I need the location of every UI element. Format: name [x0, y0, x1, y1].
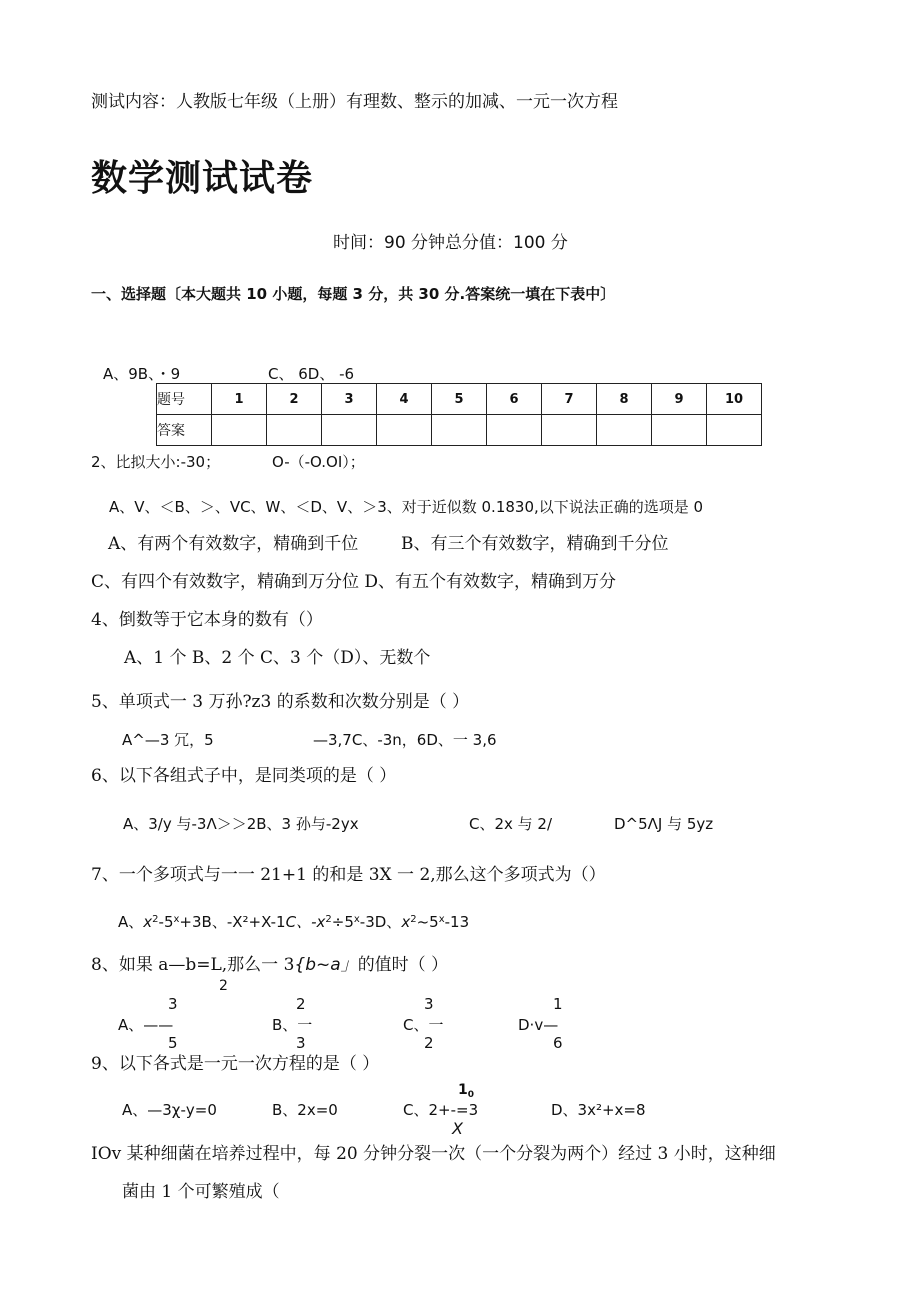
- table-row-number: [157, 384, 762, 415]
- answer-cell[interactable]: [707, 415, 762, 446]
- table-cell-number: 2: [267, 384, 322, 415]
- answer-cell[interactable]: [212, 415, 267, 446]
- q8-a-denominator: 5: [168, 1034, 178, 1052]
- q8-option-a: A、——: [118, 1016, 174, 1034]
- answer-cell[interactable]: [322, 415, 377, 446]
- q8-option-b: B、一: [272, 1016, 313, 1034]
- q4-options: A、1 个 B、2 个 C、3 个（D）、无数个: [124, 648, 431, 668]
- q8-c-denominator: 2: [424, 1034, 434, 1052]
- table-cell-number: 8: [597, 384, 652, 415]
- table-row-answer: [157, 415, 762, 446]
- time-score-info: 时间：90 分钟总分值：100 分: [333, 233, 568, 253]
- q3-option-b: B、有三个有效数字，精确到千分位: [401, 534, 669, 554]
- q8-option-d: D·v—: [518, 1016, 559, 1034]
- q10-stem-line1: IOv 某种细菌在培养过程中，每 20 分钟分裂一次（一个分裂为两个）经过 3 小时，这种细: [91, 1144, 776, 1164]
- q2-stem-a: 2、比拟大小:-30；: [91, 453, 221, 471]
- table-cell-number: 4: [377, 384, 432, 415]
- test-content-line: 测试内容：人教版七年级（上册）有理数、整示的加减、一元一次方程: [91, 92, 618, 112]
- q8-b-numerator: 2: [296, 995, 306, 1013]
- q8-option-c: C、一: [403, 1016, 444, 1034]
- answer-cell[interactable]: [487, 415, 542, 446]
- q3-option-a: A、有两个有效数字，精确到千位: [108, 534, 359, 554]
- q9-option-c: C、2+-=3: [403, 1101, 479, 1119]
- q8-d-numerator: 1: [553, 995, 563, 1013]
- q10-stem-line2: 菌由 1 个可繁殖成（: [122, 1182, 280, 1202]
- q3-option-cd: C、有四个有效数字，精确到万分位 D、有五个有效数字，精确到万分: [91, 572, 617, 592]
- q8-c-numerator: 3: [424, 995, 434, 1013]
- q8-b-denominator: 3: [296, 1034, 306, 1052]
- answer-cell[interactable]: [652, 415, 707, 446]
- q7-stem: 7、一个多项式与一一 21+1 的和是 3X 一 2,那么这个多项式为（）: [91, 865, 606, 885]
- q9-option-b: B、2x=0: [272, 1101, 338, 1119]
- q1-option-cd: C、 6D、 -6: [268, 365, 355, 383]
- q8-stem: 8、如果 a—b=L,那么一 3{b~a」的值时（ ）: [91, 955, 449, 975]
- q6-option-ab: A、3/y 与-3Λ＞＞2B、3 孙与-2yx: [123, 815, 359, 833]
- q9-c-fraction-bottom: X: [452, 1119, 463, 1138]
- q6-option-d: D^5ΛJ 与 5yz: [614, 815, 714, 833]
- q9-stem: 9、以下各式是一元一次方程的是（ ）: [91, 1054, 380, 1074]
- q8-stem-denominator: 2: [219, 978, 228, 994]
- table-header-number: 题号: [157, 384, 212, 415]
- q9-option-d: D、3x²+x=8: [551, 1101, 646, 1119]
- table-header-answer: 答案: [157, 415, 212, 446]
- table-cell-number: 6: [487, 384, 542, 415]
- table-cell-number: 1: [212, 384, 267, 415]
- q5-stem: 5、单项式一 3 万孙?z3 的系数和次数分别是（ ）: [91, 692, 470, 712]
- table-cell-number: 10: [707, 384, 762, 415]
- q6-option-c: C、2x 与 2/: [469, 815, 553, 833]
- answer-cell[interactable]: [267, 415, 322, 446]
- section-heading-choice: 一、选择题〔本大题共 10 小题，每题 3 分，共 30 分.答案统一填在下表中〕: [91, 285, 616, 303]
- q2-stem-b: O-（-O.OI）；: [272, 453, 365, 471]
- table-cell-number: 3: [322, 384, 377, 415]
- q8-d-denominator: 6: [553, 1034, 563, 1052]
- q9-option-a: A、—3χ-y=0: [122, 1101, 217, 1119]
- q2-options: A、V、＜B、＞、VC、W、＜D、V、＞3、对于近似数 0.1830,以下说法正确的选项是 0: [109, 498, 704, 516]
- q7-options: A、$x^2-5^x+3B$、-X²+X-1C、$-x^2\div 5^x-3D$、$x^2\sim 5^x-13$: [118, 913, 470, 931]
- q8-a-numerator: 3: [168, 995, 178, 1013]
- q6-stem: 6、以下各组式子中，是同类项的是（ ）: [91, 766, 397, 786]
- table-cell-number: 5: [432, 384, 487, 415]
- table-cell-number: 7: [542, 384, 597, 415]
- page-title: 数学测试试卷: [91, 157, 314, 199]
- answer-cell[interactable]: [542, 415, 597, 446]
- q5-option-bcd: —3,7C、-3n，6D、一 3,6: [313, 731, 497, 749]
- table-cell-number: 9: [652, 384, 707, 415]
- answer-table: [156, 383, 762, 446]
- q5-option-a: A^—3 冗，5: [122, 731, 214, 749]
- answer-cell[interactable]: [377, 415, 432, 446]
- answer-cell[interactable]: [432, 415, 487, 446]
- q4-stem: 4、倒数等于它本身的数有（）: [91, 610, 323, 630]
- q1-option-ab: A、9B、・9: [103, 365, 181, 383]
- q9-c-fraction-top: $1_0$: [458, 1082, 475, 1100]
- answer-cell[interactable]: [597, 415, 652, 446]
